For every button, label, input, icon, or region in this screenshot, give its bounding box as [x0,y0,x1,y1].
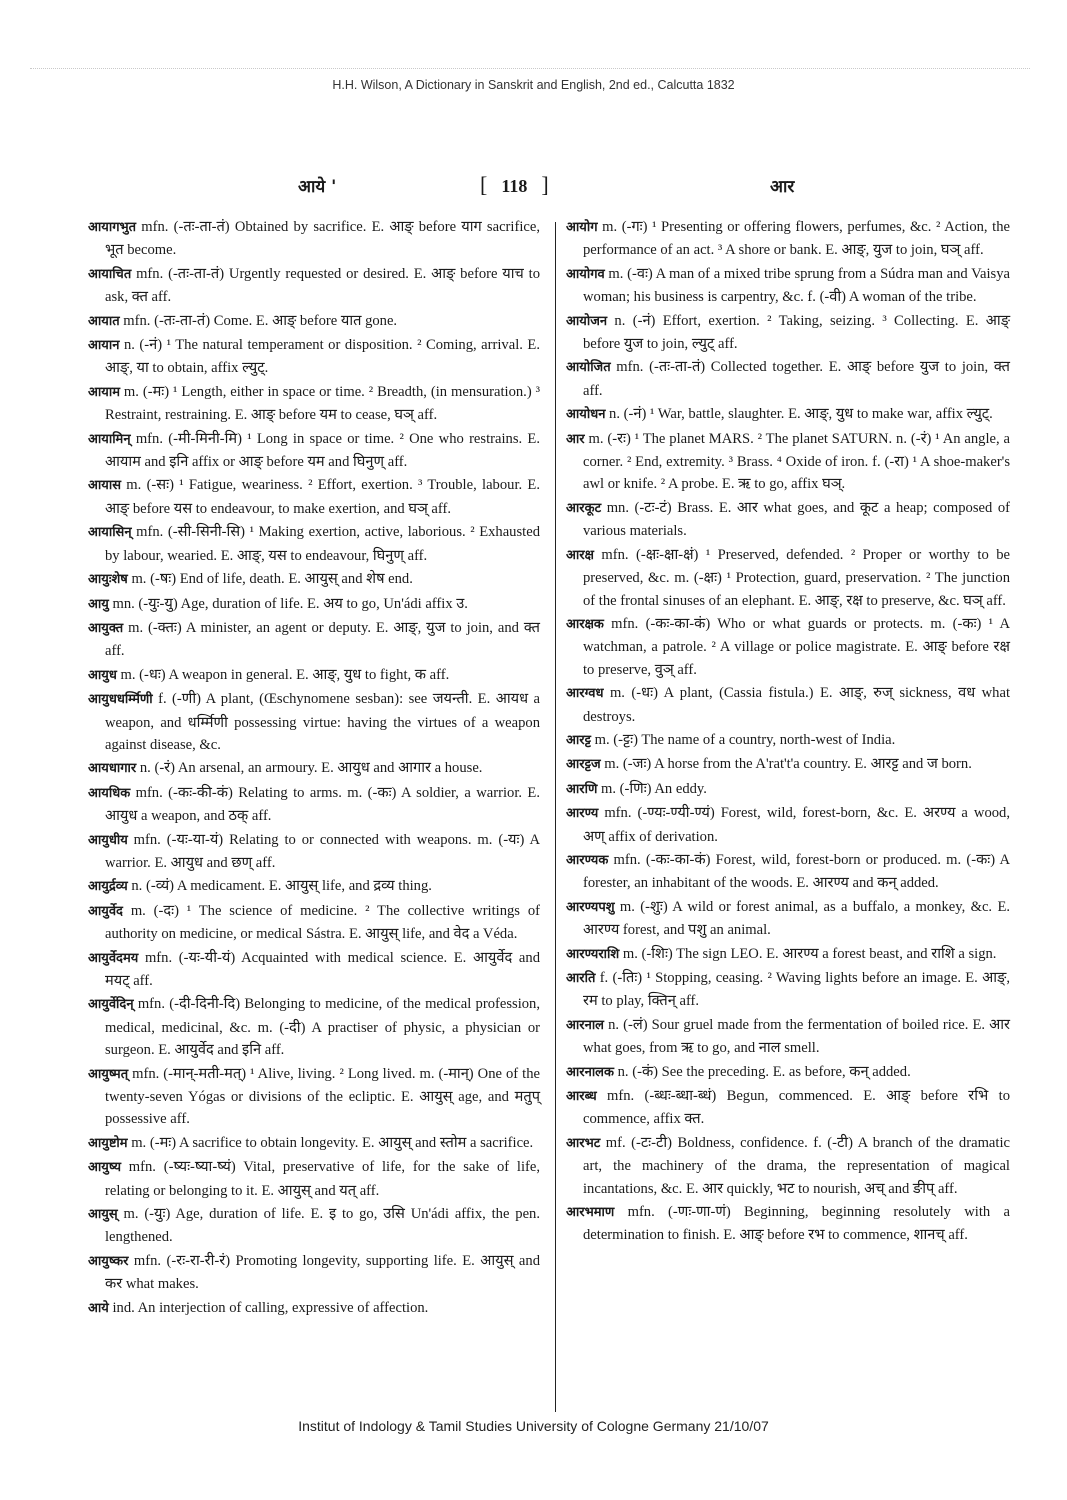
entry-definition: (-ट्टः) The name of a country, north-west of India. [613,731,896,748]
entry-headword: आरभमाण [566,1205,615,1221]
entry-definition: (-कः-की-कं) Relating to arms. m. (-कः) A soldier, a warrior. E. आयुध a weapon, and ठक् aff. [105,784,540,825]
dictionary-entry [88,381,540,427]
entry-grammar-label: m. [123,619,149,636]
entry-headword: आयात [88,313,120,329]
entry-definition: (-तः-ता-तं) Come. E. आङ् before यात gone. [154,312,398,329]
left-column [88,216,540,1321]
entry-definition: (-क्तः) A minister, an agent or deputy. E. आङ्, युज to join, and क्त aff. [105,619,540,660]
entry-definition: (-ब्धः-ब्धा-ब्धं) Begun, commenced. E. आङ् before रभि to commence, affix क्त. [583,1088,1010,1128]
entry-grammar-label: mf. [600,1134,632,1151]
entry-definition: (-दी-दिनी-दि) Belonging to medicine, of the medical profession, medical, medicinal, &c. m. (-दी) A practiser of physic, a physician or surgeon. E. आयुर्वेद and इनि aff. [105,996,540,1059]
entry-headword: आयुधधर्म्मिणी [88,692,153,708]
entry-grammar-label: m. [127,1134,150,1151]
entry-definition: (-रः) ¹ The planet MARS. ² The planet SATURN. n. (-रं) ¹ An angle, a corner. ² End, extremity. ³ Brass. ⁴ Oxide of iron. f. (-रा) ¹ A shoe-maker's awl or knife. ² A probe. E. ऋ to go, affix घञ्. [583,430,1011,493]
dictionary-entry [88,1250,540,1296]
dictionary-entry [88,757,540,780]
entry-definition: (-नं) ¹ War, battle, slaughter. E. आङ्, युध to make war, affix ल्युट्. [623,406,993,423]
entry-grammar-label: m. [614,898,641,915]
entry-headword: आरण्यराशि [566,946,620,962]
entry-grammar-label: mfn. [133,996,170,1013]
entry-grammar-label: mfn. [128,1065,164,1082]
dictionary-entry [88,1063,540,1131]
entry-definition: (-गः) ¹ Presenting or offering flowers, perfumes, &c. ² Action, the performance of an act. ³ A shore or bank. E. आङ्, युज to join, घञ् aff. [583,219,1011,259]
dictionary-entry [566,1132,1010,1200]
entry-headword: आयुक्त [88,620,124,636]
entry-grammar-label: mfn. [128,1252,167,1269]
entry-grammar-label: n. [136,760,155,777]
dictionary-entry [88,1297,540,1320]
dictionary-entry [566,849,1010,895]
dictionary-entry [88,688,540,756]
dictionary-entry [566,753,1010,776]
entry-headword: आयासिन् [88,525,132,541]
entry-headword: आयुधीय [88,832,128,848]
entry-definition: (-रं) An arsenal, an armoury. E. आयुध and आगार a house. [154,760,483,777]
entry-grammar-label: mfn. [596,1088,645,1105]
entry-grammar-label: n. [607,312,633,329]
entry-grammar-label: f. [152,691,173,708]
dictionary-entry [88,310,540,333]
entry-grammar-label: f. [595,970,613,986]
entry-headword: आयुष्कर [88,1253,129,1269]
entry-definition: (-ष्यः-ष्या-ष्यं) Vital, preservative of life, for the sake of life, relating or belonging to it. E. आयुस् and यत् aff. [105,1159,540,1199]
entry-headword: आरणि [566,781,598,797]
entry-definition: (-धः) A weapon in general. E. आङ्, युध to fight, क aff. [139,666,450,683]
entry-headword: आरभट [566,1135,601,1151]
entry-headword: आरकूट [566,500,602,516]
entry-headword: आयधागार [88,761,137,777]
right-guideword: आर [770,177,795,197]
source-header: H.H. Wilson, A Dictionary in Sanskrit and English, 2nd ed., Calcutta 1832 [332,78,735,92]
entry-grammar-label: mfn. [120,1159,164,1176]
dictionary-entry [88,782,540,828]
entry-grammar-label: m. [600,756,623,773]
running-head [0,172,1067,202]
dictionary-entry [566,896,1010,942]
entry-definition: (-णः-णा-णं) Beginning, beginning resolutely with a determination to finish. E. आङ् before रभ to commence, शानच् aff. [583,1204,1010,1244]
entry-grammar-label: m. [127,571,151,588]
dictionary-entry [88,617,540,663]
entry-definition: (-धः) A plant, (Cassia fistula.) E. आङ्, रुज् sickness, वध what destroys. [583,685,1011,725]
dictionary-entry [566,967,1010,1013]
entry-definition: (-शुः) A wild or forest animal, as a buffalo, a monkey, &c. E. आरण्य forest, and पशु an animal. [583,898,1011,939]
entry-headword: आयामिन् [88,431,131,447]
entry-definition: (-टः-टं) Brass. E. आर what goes, and कूट a heap; composed of various materials. [583,499,1011,540]
entry-definition: (-कः-का-कं) Forest, wild, forest-born or produced. m. (-कः) A forester, an inhabitant of the woods. E. आरण्य and कन् added. [583,851,1010,892]
dictionary-entry [88,900,540,946]
dictionary-entry [566,1014,1010,1060]
entry-headword: आरब्ध [566,1089,597,1105]
entry-grammar-label: m. [590,731,614,748]
dictionary-entry [566,802,1010,848]
entry-definition: (-मः) ¹ Length, either in space or time. ² Breadth, (in mensuration.) ³ Restraint, restraining. E. आङ् before यम to cease, घञ् aff. [105,383,540,424]
dictionary-entry [88,334,540,380]
entry-grammar-label: n. [613,1063,633,1080]
dictionary-entry [88,875,540,898]
entry-grammar-label: m. [597,219,622,235]
entry-grammar-label: mfn. [610,359,650,376]
entry-headword: आये [88,1300,109,1316]
entry-definition: (-णी) A plant, (Œschynomene sesban): see जयन्ती. E. आयध a weapon, and धर्म्मिणी possessing virtue: having the virtues of a weapon against disease, &c. [105,691,540,753]
entry-headword: आयोजन [566,313,608,329]
dictionary-entry [88,829,540,875]
entry-definition: (-नं) Effort, exertion. ² Taking, seizing. ³ Collecting. E. आङ् before युज to join, ल्युट् aff. [583,312,1010,353]
entry-definition: (-टः-टी) Boldness, confidence. f. (-टी) A branch of the dramatic art, the machinery of the drama, the representation of magical incantations, &c. E. आर quickly, भट to nourish, अच् and ङीप् aff. [583,1134,1010,1197]
entry-definition: (-णिः) An eddy. [619,780,707,797]
entry-headword: आरनाल [566,1017,604,1033]
entry-headword: आयुष्मत् [88,1066,129,1082]
dictionary-entry [566,682,1010,728]
entry-grammar-label: m. [584,430,608,447]
entry-grammar-label: m. [119,383,143,400]
entry-headword: आयोधन [566,407,606,423]
entry-definition: (-तिः) ¹ Stopping, ceasing. ² Waving lights before an image. E. आङ्, रम to play, क्तिन् aff. [583,970,1010,1010]
dictionary-entry [88,947,540,993]
right-column [566,216,1010,1248]
entry-definition: (-शिः) The sign LEO. E. आरण्य a forest beast, and राशि a sign. [641,945,997,962]
entry-headword: आयुर्वेदमय [88,950,139,966]
entry-grammar-label: mn. [108,595,139,612]
entry-headword: आरनालक [566,1064,614,1080]
entry-grammar-label: m. [619,945,642,962]
entry-headword: आरण्यपशु [566,899,615,915]
entry-grammar-label: m. [597,780,620,797]
entry-definition: (-वः) A man of a mixed tribe sprung from a Súdra man and Vaisya woman; his business is carpentry, &c. f. (-वी) A woman of the tribe. [583,265,1010,306]
entry-definition: (-व्यं) A medicament. E. आयुस् life, and द्रव्य thing. [145,878,432,895]
open-bracket: [ [480,172,488,197]
dictionary-entry [88,993,540,1061]
entry-grammar-label: mfn. [136,219,174,235]
entry-grammar-label: mfn. [130,784,169,801]
entry-definition: (-कं) See the preceding. E. as before, कन् added. [632,1063,911,1080]
dictionary-entry [88,521,540,567]
entry-headword: आयास [88,478,121,494]
dictionary-entry [566,1201,1010,1247]
dictionary-entry [88,474,540,520]
entry-headword: आरण्य [566,806,599,822]
entry-definition: (-मान्-मती-मत्) ¹ Alive, living. ² Long lived. m. (-मान्) One of the twenty-seven Yógas or divisions of the ecliptic. E. आयुस् age, and मतुप् possessive aff. [105,1065,540,1128]
entry-headword: आयुर्वेदिन् [88,997,134,1013]
entry-headword: आयु [88,596,109,612]
entry-headword: आरट्ट [566,732,591,748]
entry-grammar-label: mfn. [119,312,155,329]
entry-headword: आरक्ष [566,547,594,563]
entry-definition: (-तः-ता-तं) Urgently requested or desired. E. आङ् before याच to ask, क्त aff. [105,265,540,306]
entry-grammar-label: n. [119,337,140,354]
dictionary-entry [566,216,1010,262]
entry-definition: (-दः) ¹ The science of medicine. ² The collective writings of authority on medicine, or medical Sástra. E. आयुस् life, and वेद a Véda. [105,902,540,943]
entry-headword: आयोजित [566,360,611,376]
entry-grammar-label: mfn. [130,430,169,447]
dictionary-entry [566,778,1010,801]
dictionary-entry [566,428,1010,496]
dictionary-entry [88,1132,540,1155]
dictionary-entry [566,263,1010,309]
dictionary-entry [88,216,540,262]
dictionary-entry [566,497,1010,543]
scan-top-rule [30,68,1030,69]
column-divider [555,222,556,1412]
entry-definition: (-युः-यु) Age, duration of life. E. अय to go, Un'ádi affix उ. [138,595,468,612]
entry-headword: आयोगव [566,266,605,282]
dictionary-entry [566,1061,1010,1084]
entry-definition: (-सः) ¹ Fatigue, weariness. ² Effort, exertion. ³ Trouble, labour. E. आङ् before यस to endeavour, to make exertion, and घञ् aff. [105,477,540,517]
entry-headword: आयुस् [88,1207,118,1223]
entry-definition: An interjection of calling, expressive of affection. [137,1299,429,1316]
entry-definition: (-रः-रा-री-रं) Promoting longevity, supporting life. E. आयुस् and कर what makes. [105,1252,540,1293]
entry-definition: (-तः-ता-तं) Collected together. E. आङ् before युज to join, क्त aff. [583,359,1010,399]
entry-grammar-label: m. [117,1206,145,1223]
entry-headword: आरग्वध [566,686,604,702]
entry-grammar-label: mfn. [138,949,179,966]
entry-headword: आयोग [566,220,598,235]
entry-grammar-label: mfn. [593,546,636,563]
dictionary-entry [88,593,540,616]
entry-grammar-label: ind. [108,1299,138,1316]
entry-definition: (-मी-मिनी-मि) ¹ Long in space or time. ² One who restrains. E. आयाम and इनि affix or आङ् before यम and घिनुण् aff. [105,430,540,471]
entry-grammar-label: mfn. [614,1204,669,1221]
entry-grammar-label: mfn. [131,265,169,282]
entry-headword: आयधिक [88,785,131,801]
entry-headword: आयागभुत [88,220,137,235]
entry-definition: (-षः) End of life, death. E. आयुस् and शेष end. [150,571,413,588]
entry-headword: आर [566,431,585,447]
dictionary-entry [566,943,1010,966]
dictionary-entry [88,428,540,474]
dictionary-entry [566,544,1010,612]
dictionary-entry [88,1156,540,1202]
entry-definition: (-ण्यः-ण्यी-ण्यं) Forest, wild, forest-born, &c. E. अरण्य a wood, अण् affix of derivation. [583,805,1010,845]
dictionary-entry [566,729,1010,752]
entry-definition: (-यः-या-यं) Relating to or connected with weapons. m. (-यः) A warrior. E. आयुध and छण् aff. [105,831,540,871]
entry-grammar-label: n. [604,1016,624,1033]
dictionary-entry [566,613,1010,681]
dictionary-entry [566,310,1010,356]
dictionary-entry [566,403,1010,426]
entry-definition: (-जः) A horse from the A'rat't'a country. E. आरट्ट and ज born. [622,756,972,773]
dictionary-entry [88,1203,540,1249]
entry-grammar-label: mfn. [127,831,167,848]
entry-headword: आयुष्टोम [88,1135,128,1151]
left-guideword: आये ' [298,177,337,197]
entry-definition: (-कः-का-कं) Who or what guards or protects. m. (-कः) ¹ A watchman, a patrole. ² A village or police magistrate. E. आङ् before रक्ष to preserve, वुञ् aff. [583,615,1010,678]
entry-definition: (-सी-सिनी-सि) ¹ Making exertion, active, laborious. ² Exhausted by labour, wearied. E. आङ्, यस to endeavour, घिनुण् aff. [105,524,540,564]
entry-headword: आरक्षक [566,616,604,632]
entry-headword: आयुर्द्रव्य [88,879,128,895]
entry-grammar-label: m. [603,685,632,702]
entry-grammar-label: mfn. [598,805,638,822]
entry-headword: आरण्यक [566,852,609,868]
entry-headword: आयान [88,338,120,354]
entry-grammar-label: m. [120,477,147,494]
entry-definition: (-तः-ता-तं) Obtained by sacrifice. E. आङ् before याग sacrifice, भूत become. [105,219,540,259]
entry-definition: (-क्षः-क्षा-क्षं) ¹ Preserved, defended. ² Proper or worthy to be preserved, &c. m. (-क्षः) ¹ Protection, guard, preservation. ² The junction of the frontal sinuses of an elephant. E. आङ्, रक्ष to preserve, &c. घञ् aff. [583,546,1010,609]
entry-headword: आयुर्वेद [88,903,123,919]
entry-grammar-label: m. [122,902,154,919]
dictionary-entry [566,356,1010,402]
entry-grammar-label: n. [605,406,624,423]
entry-headword: आरति [566,971,596,986]
close-bracket: ] [541,172,549,197]
entry-headword: आयुध [88,667,117,683]
footer-credit: Institut of Indology & Tamil Studies University of Cologne Germany 21/10/07 [298,1418,769,1434]
entry-definition: (-नं) ¹ The natural temperament or disposition. ² Coming, arrival. E. आङ्, या to obtain, affix ल्युट्. [105,337,540,377]
entry-grammar-label: m. [604,265,628,282]
entry-definition: (-यः-यी-यं) Acquainted with medical science. E. आयुर्वेद and मयट् aff. [105,949,540,989]
entry-definition: (-लं) Sour gruel made from the fermentation of boiled rice. E. आर what goes, from ऋ to go, and नाल smell. [583,1016,1010,1057]
entry-definition: (-युः) Age, duration of life. E. इ to go, उसि Un'ádi affix, the pen. lengthened. [105,1206,540,1246]
entry-grammar-label: mfn. [608,851,646,868]
entry-grammar-label: mfn. [131,524,168,541]
dictionary-entry [566,1085,1010,1131]
page-number: 118 [501,176,528,196]
page-number-block [480,172,549,198]
entry-grammar-label: n. [127,878,146,895]
entry-grammar-label: m. [116,666,140,683]
entry-headword: आयाम [88,384,120,400]
entry-headword: आयाचित [88,266,132,282]
entry-headword: आयुष्य [88,1160,121,1176]
entry-headword: आयुःशेष [88,572,128,588]
dictionary-entry [88,664,540,687]
entry-grammar-label: mn. [601,499,635,516]
entry-definition: (-मः) A sacrifice to obtain longevity. E. आयुस् and स्तोम a sacrifice. [149,1134,534,1151]
dictionary-entry [88,263,540,309]
dictionary-entry [88,568,540,591]
entry-headword: आरट्टज [566,757,601,773]
entry-grammar-label: mfn. [603,615,646,632]
